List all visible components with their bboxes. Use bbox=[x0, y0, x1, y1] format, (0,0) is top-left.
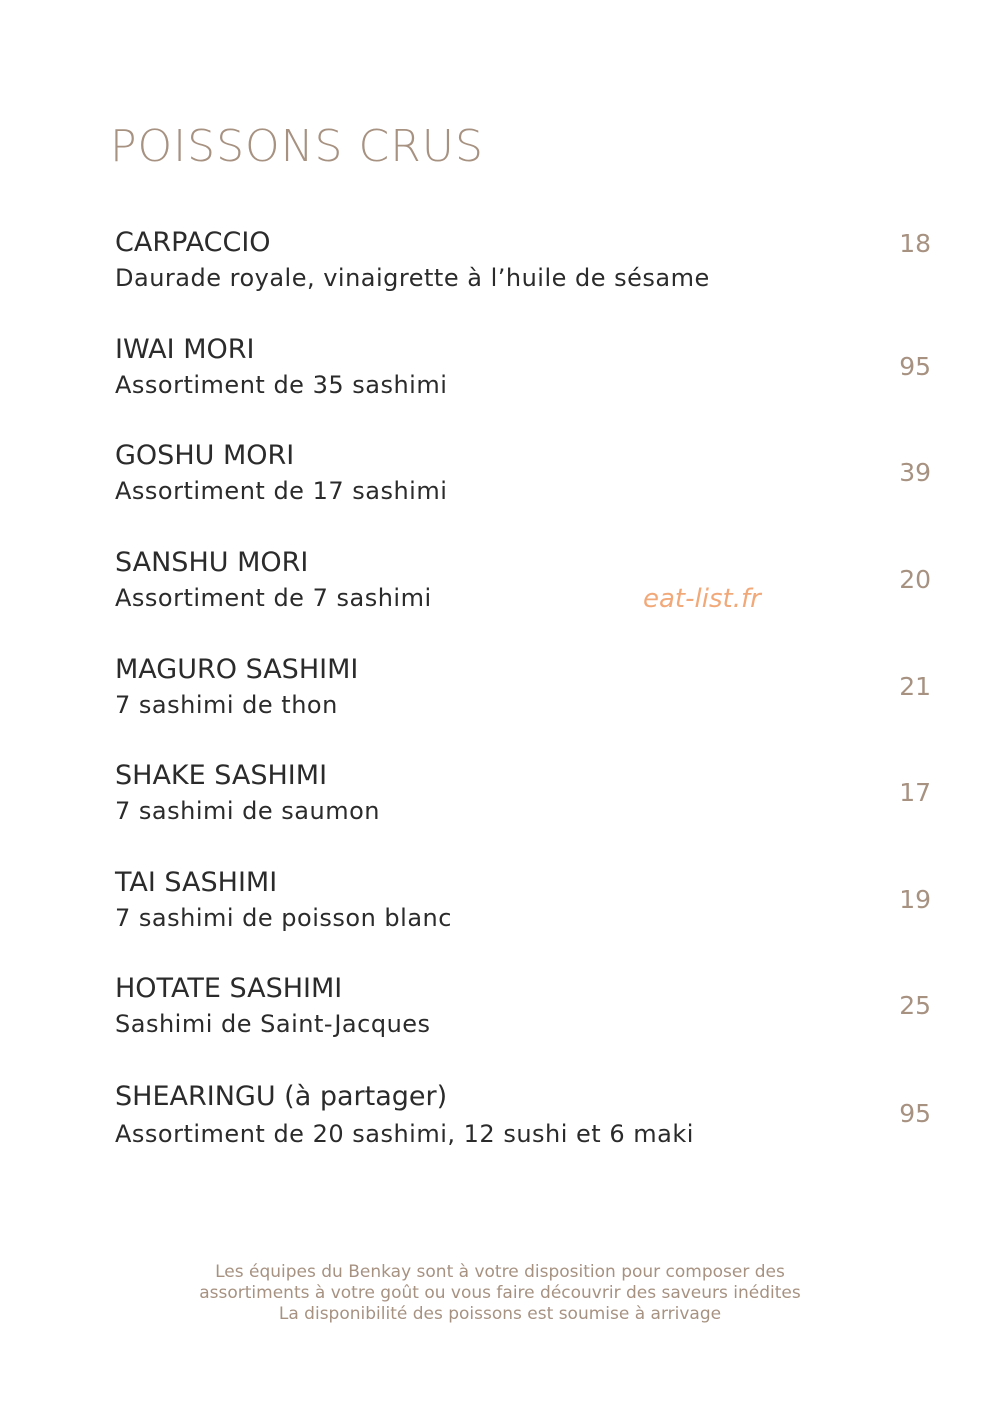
item-price: 21 bbox=[899, 672, 931, 701]
item-price: 18 bbox=[899, 229, 931, 258]
item-name: TAI SASHIMI bbox=[115, 867, 278, 898]
item-name: SANSHU MORI bbox=[115, 547, 309, 578]
menu-item-tai-sashimi bbox=[0, 866, 989, 956]
footer-line-2: assortiments à votre goût ou vous faire découvrir des saveurs inédites bbox=[199, 1283, 801, 1303]
item-description: Assortiment de 7 sashimi bbox=[115, 584, 432, 612]
item-price: 20 bbox=[899, 565, 931, 594]
item-description: Sashimi de Saint-Jacques bbox=[115, 1010, 431, 1038]
item-name: SHEARINGU (à partager) bbox=[115, 1081, 448, 1112]
menu-item-maguro-sashimi bbox=[0, 653, 989, 743]
item-description: Assortiment de 35 sashimi bbox=[115, 371, 448, 399]
item-name: HOTATE SASHIMI bbox=[115, 973, 343, 1004]
item-price: 95 bbox=[899, 1099, 931, 1128]
footer-line-3: La disponibilité des poissons est soumise à arrivage bbox=[278, 1304, 722, 1324]
item-name: MAGURO SASHIMI bbox=[115, 654, 359, 685]
footer-line-1: Les équipes du Benkay sont à votre disposition pour composer des bbox=[215, 1262, 785, 1282]
item-description: Assortiment de 20 sashimi, 12 sushi et 6 maki bbox=[115, 1120, 694, 1148]
item-name: GOSHU MORI bbox=[115, 440, 295, 471]
menu-item-iwai-mori bbox=[0, 333, 989, 423]
item-description: Daurade royale, vinaigrette à l’huile de sésame bbox=[115, 264, 710, 292]
item-description: 7 sashimi de thon bbox=[115, 691, 338, 719]
watermark-text: eat-list.fr bbox=[643, 584, 761, 614]
item-price: 95 bbox=[899, 352, 931, 381]
menu-item-shearingu bbox=[0, 1080, 989, 1170]
page-title: POISSONS CRUS bbox=[110, 121, 484, 172]
item-price: 39 bbox=[899, 458, 931, 487]
item-name: IWAI MORI bbox=[115, 334, 255, 365]
menu-item-hotate-sashimi bbox=[0, 972, 989, 1062]
item-price: 25 bbox=[899, 991, 931, 1020]
item-name: CARPACCIO bbox=[115, 227, 271, 258]
menu-item-sanshu-mori bbox=[0, 546, 989, 636]
footer-note bbox=[120, 1262, 880, 1325]
menu-item-carpaccio bbox=[0, 226, 989, 316]
menu-item-shake-sashimi bbox=[0, 759, 989, 849]
item-price: 17 bbox=[899, 778, 931, 807]
menu-item-goshu-mori bbox=[0, 439, 989, 529]
item-description: Assortiment de 17 sashimi bbox=[115, 477, 448, 505]
item-price: 19 bbox=[899, 885, 931, 914]
item-description: 7 sashimi de saumon bbox=[115, 797, 380, 825]
item-description: 7 sashimi de poisson blanc bbox=[115, 904, 452, 932]
item-name: SHAKE SASHIMI bbox=[115, 760, 328, 791]
